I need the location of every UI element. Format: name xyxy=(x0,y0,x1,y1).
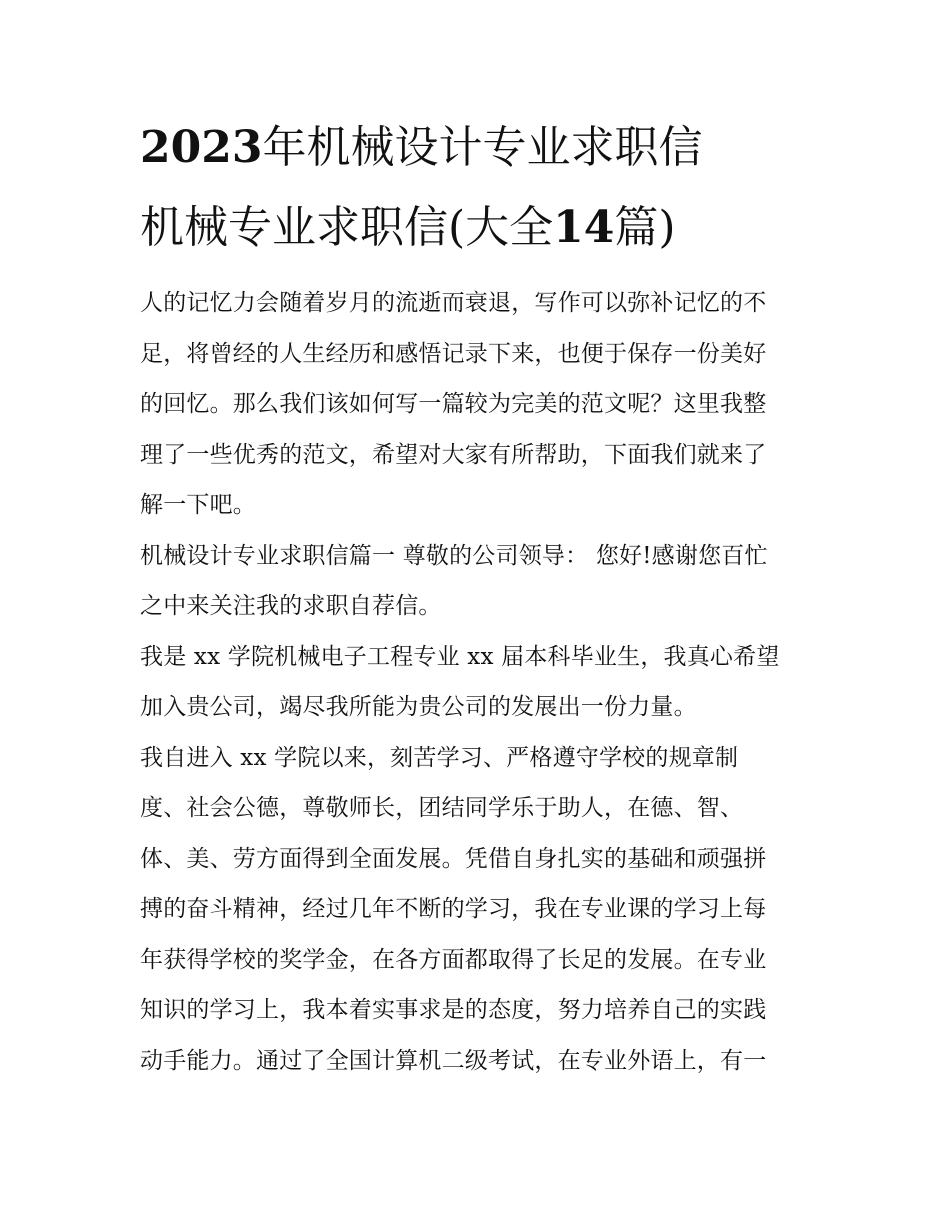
document-title xyxy=(140,108,812,268)
paragraph-line: 之中来关注我的求职自荐信。 xyxy=(140,593,442,619)
title-line-2-text-b: 篇) xyxy=(614,202,676,253)
paragraph-line: 足，将曾经的人生经历和感悟记录下来，也便于保存一份美好 xyxy=(140,340,767,367)
title-line-2-text-a: 机械专业求职信(大全 xyxy=(140,202,554,253)
title-line-2 xyxy=(140,188,812,268)
paragraph-line: 知识的学习上，我本着实事求是的态度，努力培养自己的实践 xyxy=(140,997,767,1023)
paragraph-experience xyxy=(140,733,812,1087)
paragraph-line: 动手能力。通过了全国计算机二级考试，在专业外语上，有一 xyxy=(140,1047,767,1074)
paragraph-line: 度、社会公德，尊敬师长，团结同学乐于助人，在德、智、 xyxy=(140,795,744,821)
paragraph-line: 理了一些优秀的范文，希望对大家有所帮助，下面我们就来了 xyxy=(140,441,767,468)
paragraph-line: 加入贵公司，竭尽我所能为贵公司的发展出一份力量。 xyxy=(140,694,697,720)
paragraph-intro xyxy=(140,278,812,531)
document-content xyxy=(140,108,812,1086)
title-year: 2023 xyxy=(140,122,263,173)
title-line-1 xyxy=(140,108,812,188)
paragraph-line: 我自进入 xx 学院以来，刻苦学习、严格遵守学校的规章制 xyxy=(140,744,739,771)
paragraph-line: 体、美、劳方面得到全面发展。凭借自身扎实的基础和顽强拼 xyxy=(140,845,767,872)
paragraph-line: 人的记忆力会随着岁月的流逝而衰退，写作可以弥补记忆的不 xyxy=(140,290,767,316)
paragraph-introduction-self xyxy=(140,632,812,733)
paragraph-line: 的回忆。那么我们该如何写一篇较为完美的范文呢？这里我整 xyxy=(140,391,767,417)
paragraph-line: 机械设计专业求职信篇一 尊敬的公司领导： 您好!感谢您百忙 xyxy=(140,542,768,569)
title-count: 14 xyxy=(553,202,615,253)
paragraph-line: 解一下吧。 xyxy=(140,492,256,518)
paragraph-line: 年获得学校的奖学金，在各方面都取得了长足的发展。在专业 xyxy=(140,946,767,973)
paragraph-salutation xyxy=(140,531,812,632)
title-line-1-text: 年机械设计专业求职信 xyxy=(262,122,703,173)
paragraph-line: 我是 xx 学院机械电子工程专业 xx 届本科毕业生，我真心希望 xyxy=(140,643,780,670)
paragraph-line: 搏的奋斗精神，经过几年不断的学习，我在专业课的学习上每 xyxy=(140,896,767,922)
